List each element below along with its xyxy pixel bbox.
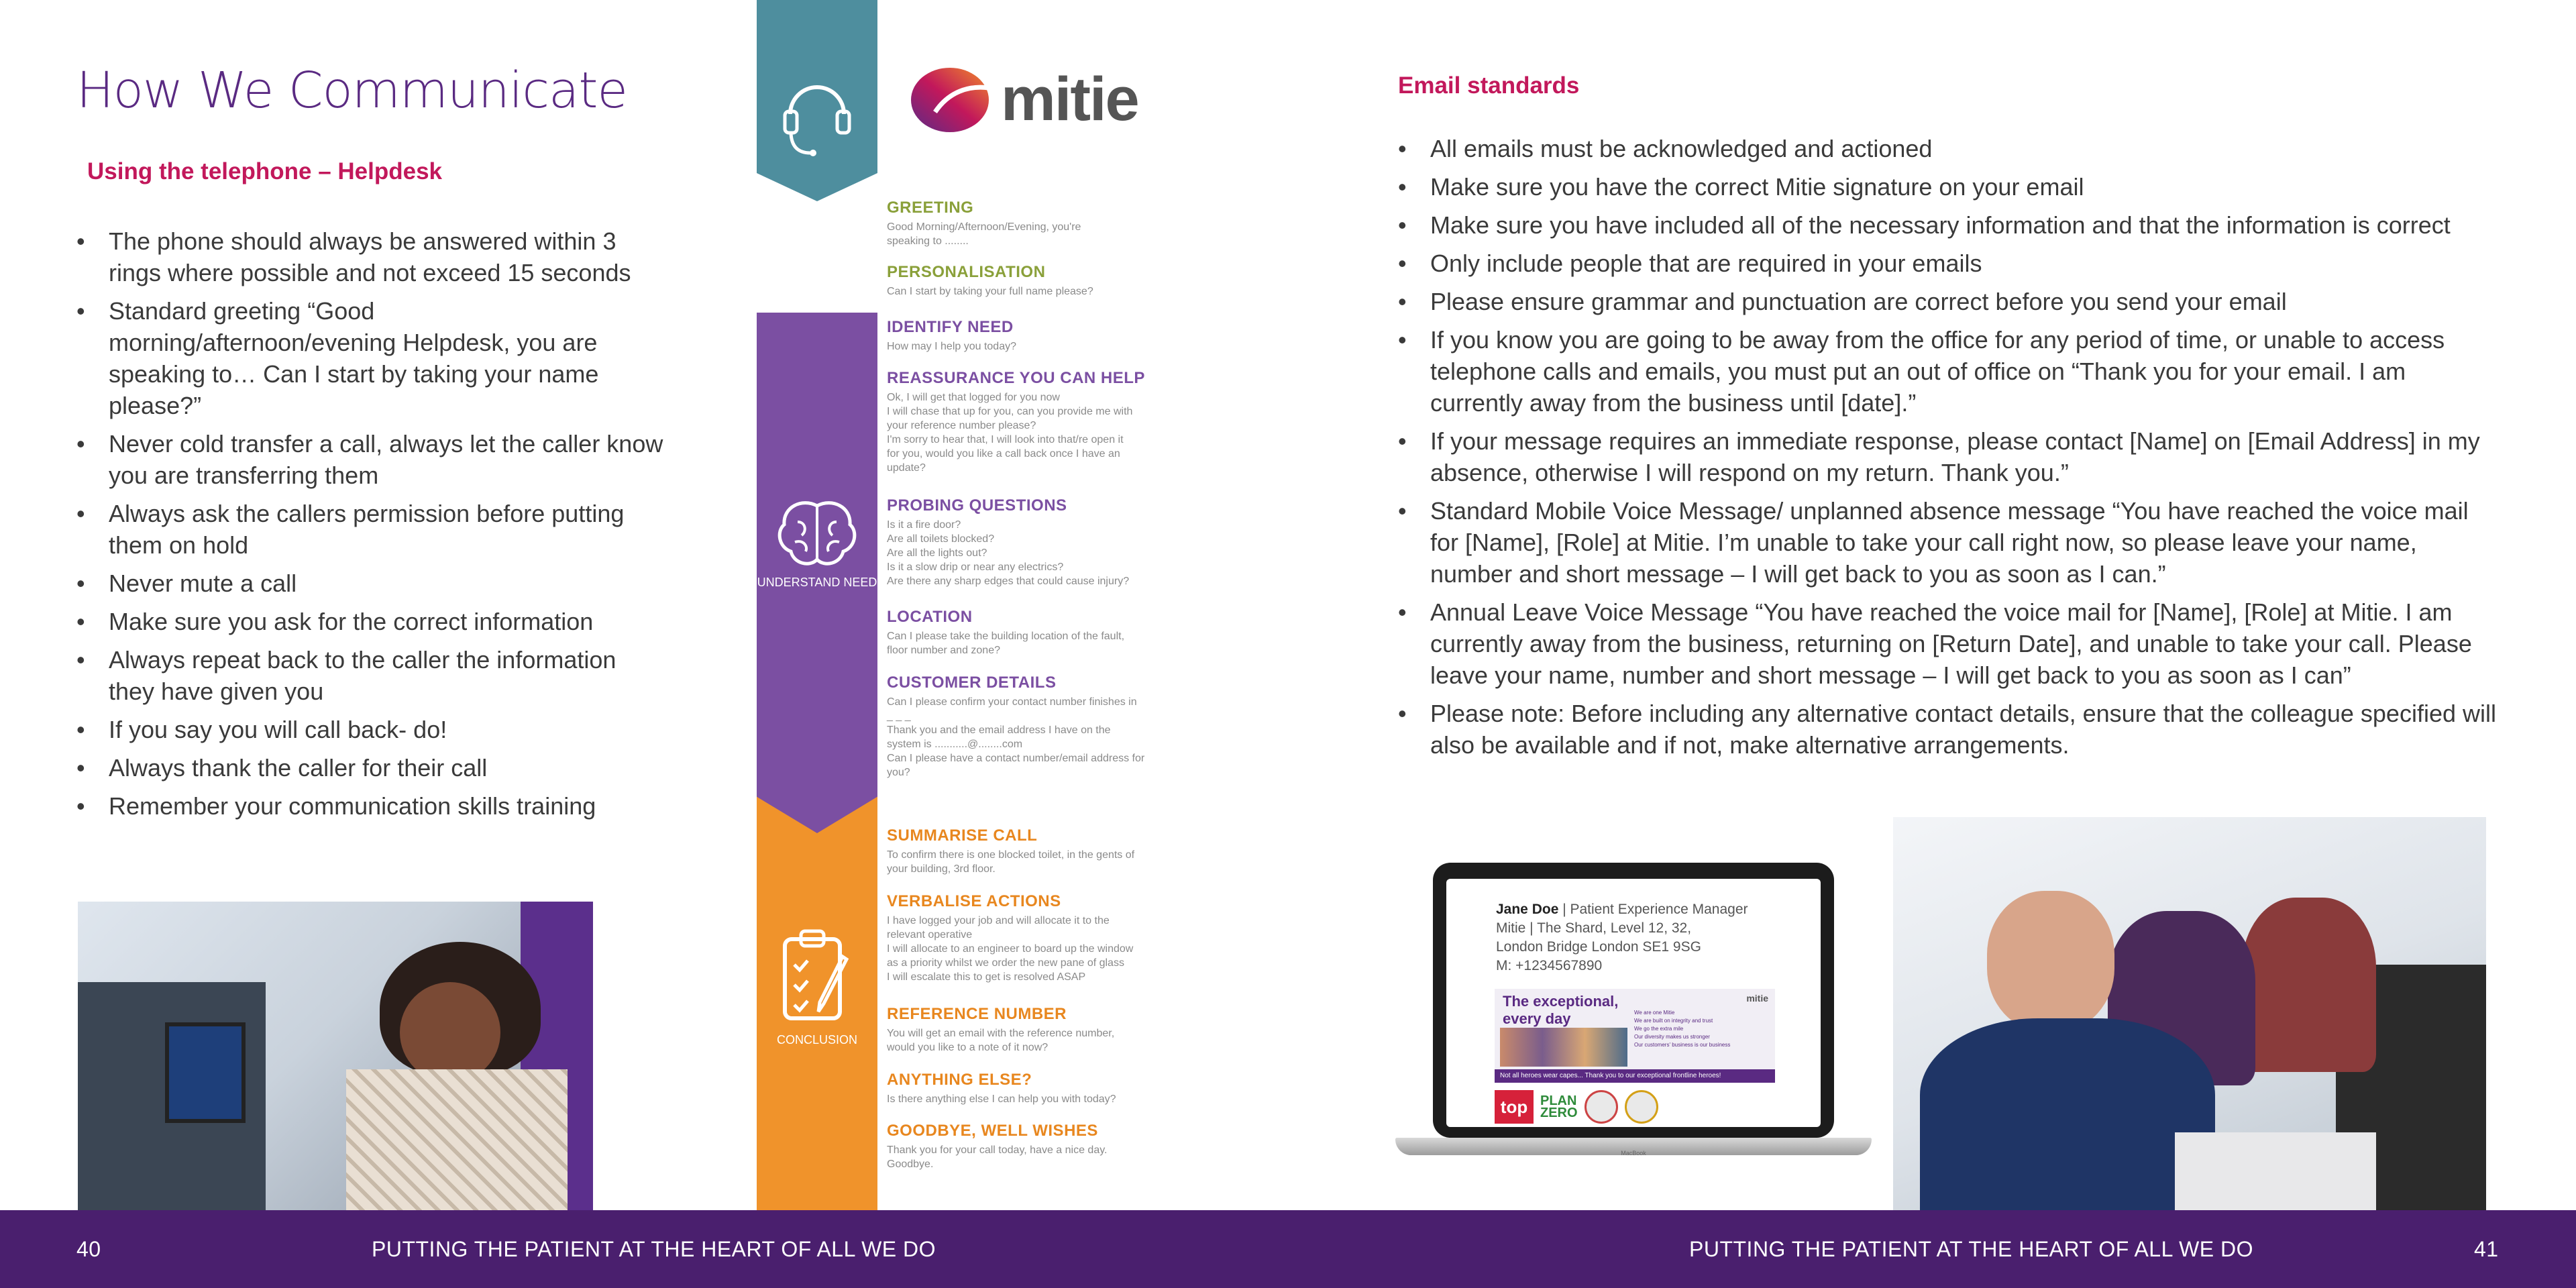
page-number-right: 41 bbox=[2474, 1237, 2499, 1261]
photo-person-sweater-shape bbox=[1920, 1018, 2215, 1210]
list-item: • Make sure you ask for the correct information bbox=[76, 606, 667, 637]
banner-values: We are one Mitie We are built on integrity and trust We go the extra mile Our diversity makes us stronger Our customers' business is our business bbox=[1634, 1010, 1731, 1048]
list-item: • Always repeat back to the caller the information they have given you bbox=[76, 644, 667, 707]
flow-step-anything-else bbox=[887, 1071, 1175, 1106]
flow-step-title: SUMMARISE CALL bbox=[887, 826, 1038, 845]
list-item: • All emails must be acknowledged and actioned bbox=[1398, 133, 2498, 164]
banner-strip: Not all heroes wear capes... Thank you to our exceptional frontline heroes! bbox=[1495, 1069, 1775, 1083]
list-item: • If you know you are going to be away from the office for any period of time, or unable to access telephone calls and emails, you must put an out of office on “Thank you for your email. I am currently away from the business until [date].” bbox=[1398, 324, 2498, 419]
list-item: • Make sure you have the correct Mitie signature on your email bbox=[1398, 171, 2498, 203]
list-item: • The phone should always be answered within 3 rings where possible and not exceed 15 seconds bbox=[76, 225, 667, 288]
signature-address-line2: London Bridge London SE1 9SG bbox=[1496, 939, 1701, 955]
flow-step-title: REFERENCE NUMBER bbox=[887, 1005, 1067, 1023]
flow-step-text: Can I please take the building location of the fault, floor number and zone? bbox=[887, 631, 1125, 656]
helpdesk-photo bbox=[78, 902, 593, 1210]
list-item: • Annual Leave Voice Message “You have reached the voice mail for [Name], [Role] at Mitie. I am currently away from the business, returning on [Return Date], and unable to take your call. Please leave your name, number and short message – I will get back to you as soon as I can” bbox=[1398, 596, 2498, 691]
award-badge-icon bbox=[1585, 1090, 1618, 1124]
banner-logo: mitie bbox=[1746, 993, 1768, 1004]
flow-step-text: How may I help you today? bbox=[887, 341, 1016, 352]
list-item: • Always ask the callers permission before putting them on hold bbox=[76, 498, 667, 561]
top-employer-logo: top bbox=[1495, 1090, 1534, 1124]
laptop-email-signature-image bbox=[1395, 863, 1872, 1171]
photo-monitor-shape bbox=[165, 1022, 246, 1123]
email-heading: Email standards bbox=[1398, 72, 1580, 99]
list-item: • Please ensure grammar and punctuation are correct before you send your email bbox=[1398, 286, 2498, 317]
flow-step-text: Can I start by taking your full name please? bbox=[887, 286, 1093, 297]
list-item: • Make sure you have included all of the necessary information and that the information is correct bbox=[1398, 209, 2498, 241]
list-item: • Standard greeting “Good morning/afternoon/evening Helpdesk, you are speaking to… Can I start by taking your name please?” bbox=[76, 295, 667, 421]
photo-desk-shape bbox=[2175, 1132, 2376, 1210]
signature-address-line1: Mitie | The Shard, Level 12, 32, bbox=[1496, 920, 1692, 936]
flow-step-text: To confirm there is one blocked toilet, in the gents of your building, 3rd floor. bbox=[887, 849, 1135, 875]
flow-step-text: You will get an email with the reference number, would you like to a note of it now? bbox=[887, 1028, 1115, 1053]
banner-title: The exceptional, every day bbox=[1503, 993, 1619, 1027]
flow-step-title: CUSTOMER DETAILS bbox=[887, 674, 1057, 692]
flow-step-probing-questions bbox=[887, 496, 1175, 588]
footer-tagline-right: PUTTING THE PATIENT AT THE HEART OF ALL WE DO bbox=[1689, 1237, 2254, 1261]
list-item: • Never cold transfer a call, always let the caller know you are transferring them bbox=[76, 428, 667, 491]
flow-step-identify-need bbox=[887, 318, 1175, 354]
flow-step-greeting bbox=[887, 199, 1175, 248]
telephone-heading: Using the telephone – Helpdesk bbox=[87, 158, 442, 184]
flow-step-text: Is it a fire door? Are all toilets blocked? Are all the lights out? Is it a slow drip or near any electrics? Are there any sharp edges that could cause injury? bbox=[887, 519, 1130, 587]
mitie-logo-text: mitie bbox=[1001, 65, 1138, 133]
flow-step-title: VERBALISE ACTIONS bbox=[887, 892, 1061, 910]
photo-person-shirt-shape bbox=[346, 1069, 568, 1210]
flow-step-text: Ok, I will get that logged for you now I will chase that up for you, can you provide me with your reference number please? I'm sorry to hear that, I will look into that/re open it for you, would you like a call back once I have an update? bbox=[887, 392, 1133, 474]
flow-step-personalisation bbox=[887, 263, 1175, 299]
flow-step-text: Is there anything else I can help you with today? bbox=[887, 1093, 1116, 1105]
flow-step-location bbox=[887, 608, 1175, 657]
email-signature bbox=[1496, 900, 1748, 975]
flow-step-text: I have logged your job and will allocate it to the relevant operative I will allocate to an engineer to board up the window as a priority whilst we order the new pane of glass I will escalate this to get is resolved ASAP bbox=[887, 915, 1134, 983]
list-item: • Standard Mobile Voice Message/ unplanned absence message “You have reached the voice mail for [Name], [Role] at Mitie. I’m unable to take your call right now, so please leave your name, number and short message – I will get back to you as soon as I can.” bbox=[1398, 495, 2498, 590]
page-title: How We Communicate bbox=[76, 62, 627, 119]
flow-step-title: LOCATION bbox=[887, 608, 973, 626]
list-item: • Always thank the caller for their call bbox=[76, 752, 667, 784]
signature-phone: M: +1234567890 bbox=[1496, 958, 1603, 973]
list-item: • If you say you will call back- do! bbox=[76, 714, 667, 745]
page-number-left: 40 bbox=[76, 1237, 101, 1261]
brain-icon bbox=[775, 498, 859, 572]
signature-role: | Patient Experience Manager bbox=[1558, 902, 1748, 917]
flow-step-title: GOODBYE, WELL WISHES bbox=[887, 1122, 1098, 1140]
photo-person-back-shape bbox=[2242, 898, 2376, 1072]
plan-zero-logo: PLAN ZERO bbox=[1540, 1093, 1578, 1120]
clipboard-checklist-icon bbox=[777, 924, 857, 1025]
signature-banner bbox=[1495, 989, 1775, 1083]
laptop-brand-label: MacBook bbox=[1621, 1150, 1646, 1157]
flow-step-text: Good Morning/Afternoon/Evening, you're speaking to ........ bbox=[887, 221, 1081, 247]
flow-step-title: IDENTIFY NEED bbox=[887, 318, 1014, 336]
list-item: • Never mute a call bbox=[76, 568, 667, 599]
understand-need-label: UNDERSTAND NEED bbox=[757, 576, 877, 589]
purple-band bbox=[757, 313, 877, 833]
conclusion-label: CONCLUSION bbox=[776, 1033, 857, 1046]
flow-step-title: PERSONALISATION bbox=[887, 263, 1046, 281]
list-item: • Remember your communication skills training bbox=[76, 790, 667, 822]
flow-step-verbalise-actions bbox=[887, 892, 1175, 984]
flow-step-reassurance bbox=[887, 369, 1175, 475]
flow-step-title: GREETING bbox=[887, 199, 974, 217]
headset-icon bbox=[777, 67, 857, 161]
list-item: • Please note: Before including any alternative contact details, ensure that the colleague specified will also be available and if not, make alternative arrangements. bbox=[1398, 698, 2498, 761]
flow-step-text: Thank you for your call today, have a nice day. Goodbye. bbox=[887, 1144, 1108, 1170]
office-photo bbox=[1893, 817, 2486, 1210]
telephone-bullet-list bbox=[76, 225, 667, 828]
flow-step-goodbye bbox=[887, 1122, 1175, 1171]
list-item: • Only include people that are required in your emails bbox=[1398, 248, 2498, 279]
email-bullet-list bbox=[1398, 133, 2498, 767]
flow-step-text: Can I please confirm your contact number finishes in _ _ _ Thank you and the email address I have on the system is ...........@........com Can I please have a contact number/email address for you? bbox=[887, 696, 1145, 778]
award-logos-row bbox=[1495, 1088, 1775, 1126]
banner-faces-image bbox=[1500, 1028, 1627, 1067]
mitie-logo-mark-icon bbox=[908, 65, 994, 135]
flow-step-title: ANYTHING ELSE? bbox=[887, 1071, 1032, 1089]
footer-tagline-left: PUTTING THE PATIENT AT THE HEART OF ALL WE DO bbox=[372, 1237, 936, 1261]
signature-name: Jane Doe bbox=[1496, 902, 1559, 917]
flow-step-title: REASSURANCE YOU CAN HELP bbox=[887, 369, 1145, 387]
flow-step-summarise-call bbox=[887, 826, 1175, 876]
mitie-logo bbox=[908, 64, 1138, 135]
photo-person-face-shape bbox=[1987, 891, 2114, 1032]
photo-person-face-shape bbox=[400, 982, 500, 1083]
footer-bar bbox=[0, 1210, 2576, 1288]
flow-step-title: PROBING QUESTIONS bbox=[887, 496, 1067, 515]
flow-step-customer-details bbox=[887, 674, 1175, 780]
flow-step-reference-number bbox=[887, 1005, 1175, 1055]
list-item: • If your message requires an immediate response, please contact [Name] on [Email Address] in my absence, otherwise I will respond on my return. Thank you.” bbox=[1398, 425, 2498, 488]
award-badge-icon bbox=[1625, 1090, 1658, 1124]
